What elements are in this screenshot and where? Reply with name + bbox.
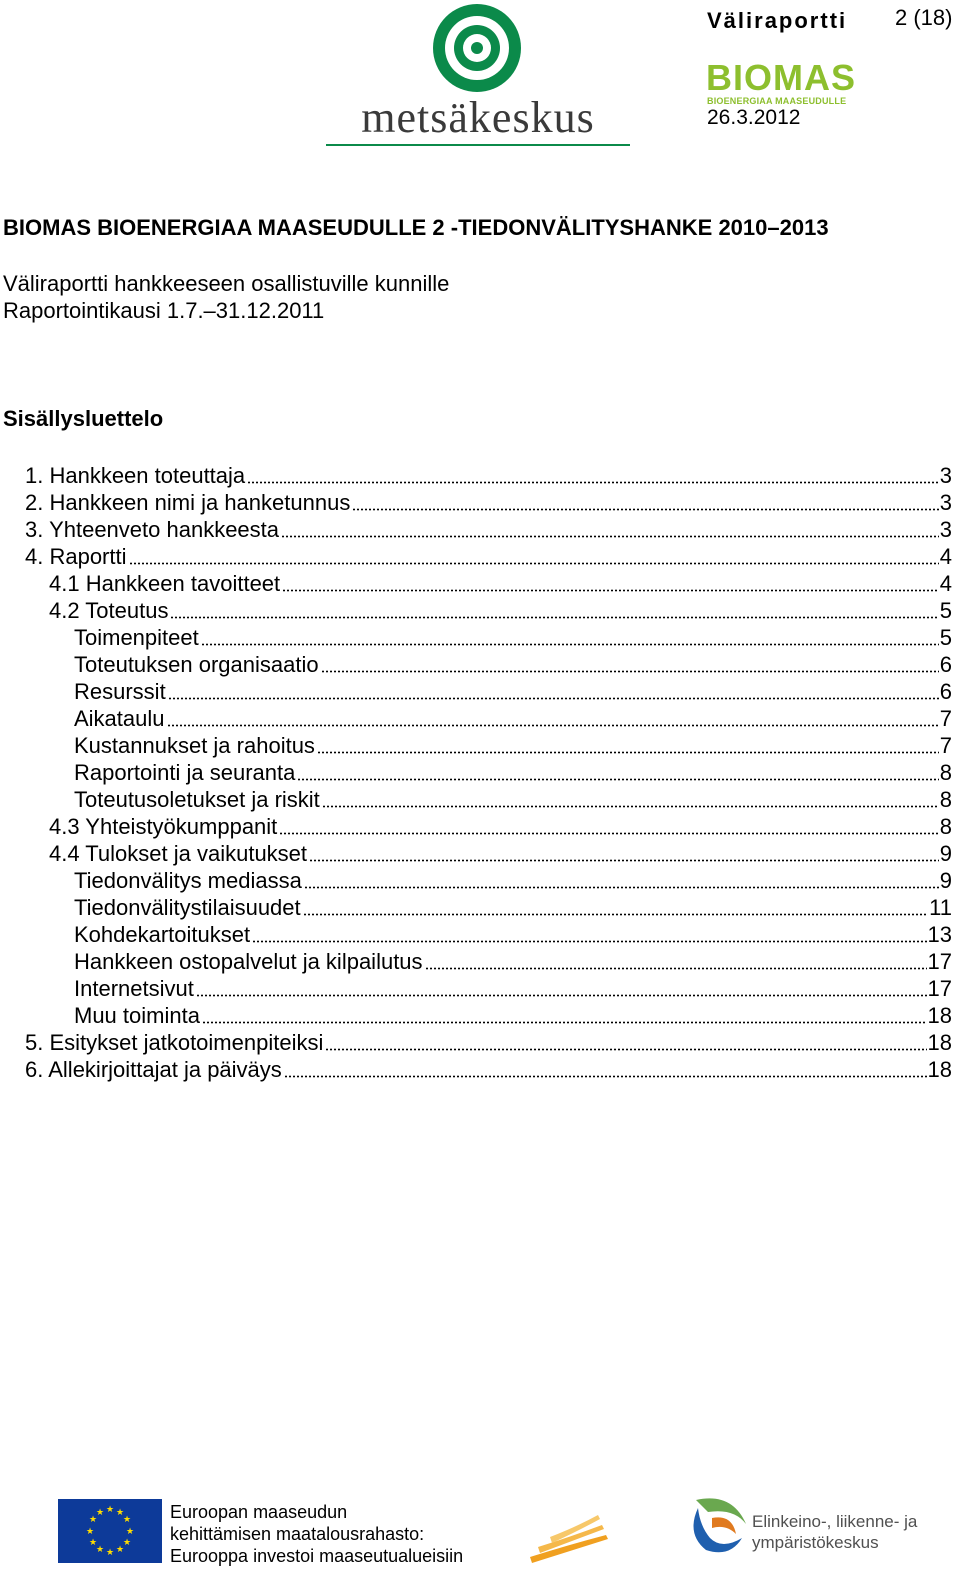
toc-entry-label: Muu toiminta: [74, 1003, 200, 1028]
toc-entry-page: 13: [927, 922, 952, 947]
toc-entry-label: Kustannukset ja rahoitus: [74, 733, 315, 758]
toc-entry-page: 3: [939, 517, 952, 542]
toc-entry-page: 18: [927, 1003, 952, 1028]
toc-entry-label: Aikataulu: [74, 706, 165, 731]
report-type-label: Väliraportti: [707, 8, 848, 33]
toc-entry[interactable]: [74, 894, 952, 921]
toc-entry-page: 3: [939, 463, 952, 488]
toc-entry-label: 4.2 Toteutus: [49, 598, 169, 623]
toc-entry[interactable]: [49, 813, 952, 840]
toc-entry-label: Internetsivut: [74, 976, 194, 1001]
toc-dot-leader: [247, 481, 939, 484]
toc-entry[interactable]: [74, 732, 952, 759]
toc-entry[interactable]: [25, 1029, 952, 1056]
toc-entry[interactable]: [74, 759, 952, 786]
eu-fund-line-3: Eurooppa investoi maaseutualueisiin: [170, 1546, 464, 1566]
toc-dot-leader: [352, 508, 938, 511]
toc-entry[interactable]: [49, 570, 952, 597]
biomas-logo-word: BIOMAS: [706, 57, 856, 98]
toc-entry[interactable]: [74, 975, 952, 1002]
svg-text:★: ★: [95, 1545, 105, 1555]
toc-entry[interactable]: [25, 1056, 952, 1083]
ely-centre-logo-icon: [688, 1494, 750, 1554]
toc-entry-page: 18: [927, 1030, 952, 1055]
toc-entry-page: 7: [939, 706, 952, 731]
metsakeskus-logo-underline: [326, 144, 630, 146]
svg-text:★: ★: [115, 1508, 125, 1518]
toc-entry-page: 5: [939, 625, 952, 650]
page-number: 2 (18): [895, 5, 953, 30]
report-date: 26.3.2012: [707, 106, 801, 129]
toc-dot-leader: [297, 778, 938, 781]
toc-dot-leader: [303, 913, 929, 916]
toc-dot-leader: [167, 724, 939, 727]
leader-logo-icon: [528, 1505, 610, 1565]
toc-dot-leader: [321, 670, 939, 673]
toc-dot-leader: [281, 535, 939, 538]
toc-dot-leader: [252, 940, 926, 943]
svg-text:★: ★: [105, 1548, 115, 1558]
svg-text:★: ★: [95, 1508, 105, 1518]
eu-fund-line-1: Euroopan maaseudun: [170, 1502, 348, 1522]
toc-entry[interactable]: [74, 786, 952, 813]
toc-entry-label: Resurssit: [74, 679, 166, 704]
toc-dot-leader: [325, 1048, 926, 1051]
toc-dot-leader: [129, 562, 939, 565]
toc-dot-leader: [196, 994, 927, 997]
toc-dot-leader: [317, 751, 939, 754]
toc-entry-page: 4: [939, 571, 952, 596]
toc-entry-page: 8: [939, 814, 952, 839]
toc-dot-leader: [279, 832, 938, 835]
metsakeskus-logo: [326, 2, 630, 148]
toc-entry-label: Hankkeen ostopalvelut ja kilpailutus: [74, 949, 423, 974]
document-title: BIOMAS BIOENERGIAA MAASEUDULLE 2 -TIEDONVÄLITYSHANKE 2010–2013: [3, 215, 829, 240]
biomas-logo: [706, 57, 856, 110]
toc-dot-leader: [425, 967, 927, 970]
svg-text:★: ★: [88, 1538, 98, 1548]
toc-dot-leader: [170, 616, 938, 619]
biomas-logo-subtitle: BIOENERGIAA MAASEUDULLE: [707, 96, 847, 106]
toc-entry-page: 3: [939, 490, 952, 515]
toc-entry-label: Kohdekartoitukset: [74, 922, 251, 947]
toc-entry[interactable]: [74, 705, 952, 732]
toc-entry-page: 9: [939, 841, 952, 866]
toc-dot-leader: [201, 643, 939, 646]
document-subtitle: Väliraportti hankkeeseen osallistuville kunnille: [3, 271, 450, 296]
reporting-period: Raportointikausi 1.7.–31.12.2011: [3, 298, 325, 323]
svg-text:★: ★: [125, 1527, 135, 1537]
toc-entry-label: 6. Allekirjoittajat ja päiväys: [25, 1057, 282, 1082]
toc-entry-page: 6: [939, 652, 952, 677]
target-symbol-icon: [431, 2, 523, 94]
toc-entry-page: 17: [927, 949, 952, 974]
toc-entry-page: 4: [939, 544, 952, 569]
toc-dot-leader: [202, 1021, 927, 1024]
toc-entry-label: Toteutuksen organisaatio: [74, 652, 319, 677]
toc-entry-label: Tiedonvälitystilaisuudet: [74, 895, 301, 920]
toc-entry[interactable]: [74, 624, 952, 651]
toc-dot-leader: [304, 886, 939, 889]
toc-entry-page: 11: [929, 895, 952, 920]
eu-flag-icon: [58, 1499, 162, 1563]
toc-entry[interactable]: [25, 489, 952, 516]
toc-entry-label: 4.3 Yhteistyökumppanit: [49, 814, 278, 839]
svg-text:★: ★: [85, 1527, 95, 1537]
svg-text:★: ★: [105, 1505, 115, 1515]
toc-entry[interactable]: [25, 462, 952, 489]
toc-heading: Sisällysluettelo: [3, 406, 164, 431]
toc-entry-label: 4. Raportti: [25, 544, 127, 569]
toc-entry[interactable]: [74, 867, 952, 894]
toc-entry[interactable]: [74, 948, 952, 975]
toc-entry[interactable]: [49, 840, 952, 867]
toc-entry[interactable]: [49, 597, 952, 624]
toc-entry[interactable]: [74, 651, 952, 678]
toc-entry-label: Toimenpiteet: [74, 625, 199, 650]
svg-text:★: ★: [122, 1515, 132, 1525]
toc-entry-page: 5: [939, 598, 952, 623]
toc-entry-label: 4.1 Hankkeen tavoitteet: [49, 571, 281, 596]
toc-entry[interactable]: [25, 516, 952, 543]
toc-entry-page: 9: [939, 868, 952, 893]
toc-entry-page: 17: [927, 976, 952, 1001]
toc-entry-page: 6: [939, 679, 952, 704]
toc-entry-label: Raportointi ja seuranta: [74, 760, 296, 785]
toc-dot-leader: [284, 1075, 927, 1078]
toc-dot-leader: [168, 697, 939, 700]
toc-entry[interactable]: [25, 543, 952, 570]
eu-fund-text: [170, 1501, 463, 1567]
svg-text:★: ★: [88, 1515, 98, 1525]
svg-text:★: ★: [115, 1545, 125, 1555]
metsakeskus-logo-text: metsäkeskus: [361, 93, 595, 142]
toc-entry-label: Toteutusoletukset ja riskit: [74, 787, 320, 812]
svg-text:★: ★: [122, 1538, 132, 1548]
toc-entry[interactable]: [74, 1002, 952, 1029]
eu-fund-line-2: kehittämisen maatalousrahasto:: [170, 1524, 425, 1544]
ely-centre-line-2: ympäristökeskus: [752, 1533, 879, 1552]
toc-entry-label: 1. Hankkeen toteuttaja: [25, 463, 246, 488]
toc-entry[interactable]: [74, 921, 952, 948]
toc-entry-page: 8: [939, 787, 952, 812]
toc-entry-page: 18: [927, 1057, 952, 1082]
toc-entry-label: 3. Yhteenveto hankkeesta: [25, 517, 280, 542]
toc-dot-leader: [322, 805, 939, 808]
toc-dot-leader: [282, 589, 939, 592]
toc-dot-leader: [309, 859, 939, 862]
ely-centre-text: [752, 1511, 917, 1553]
toc-entry-label: 2. Hankkeen nimi ja hanketunnus: [25, 490, 351, 515]
toc-entry-page: 8: [939, 760, 952, 785]
toc-entry-label: 5. Esitykset jatkotoimenpiteiksi: [25, 1030, 324, 1055]
toc-entry[interactable]: [74, 678, 952, 705]
toc-entry-label: 4.4 Tulokset ja vaikutukset: [49, 841, 308, 866]
toc-entry-label: Tiedonvälitys mediassa: [74, 868, 302, 893]
toc-entry-page: 7: [939, 733, 952, 758]
ely-centre-line-1: Elinkeino-, liikenne- ja: [752, 1512, 918, 1531]
